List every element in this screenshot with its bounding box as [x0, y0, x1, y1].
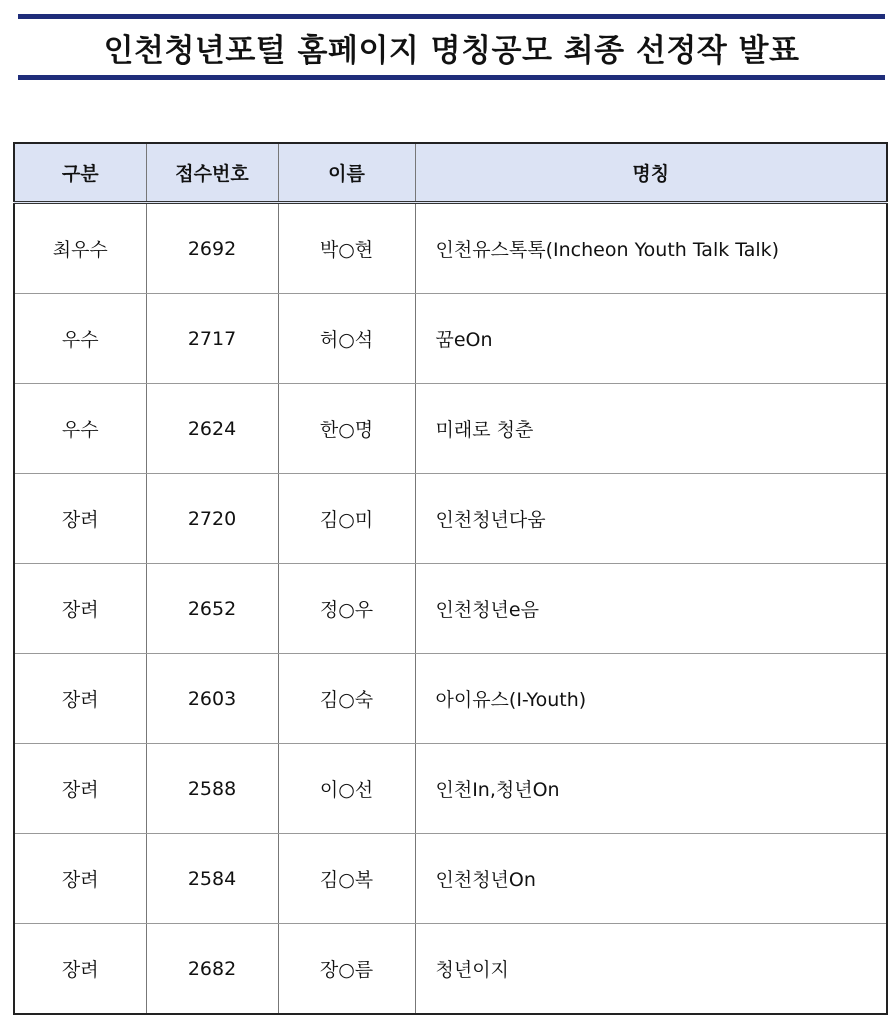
title-cell: 인천유스톡톡(Incheon Youth Talk Talk) [415, 203, 887, 294]
title-cell: 인천청년On [415, 834, 887, 924]
category-cell: 장려 [14, 744, 146, 834]
title-cell: 인천In,청년On [415, 744, 887, 834]
table-row [14, 834, 887, 924]
category-cell: 장려 [14, 564, 146, 654]
title-banner [18, 14, 885, 80]
table-row [14, 744, 887, 834]
name-cell: 김○미 [278, 474, 415, 564]
category-cell: 장려 [14, 654, 146, 744]
category-cell: 최우수 [14, 203, 146, 294]
name-cell: 장○름 [278, 924, 415, 1015]
number-cell: 2652 [146, 564, 278, 654]
name-cell: 김○복 [278, 834, 415, 924]
category-cell: 우수 [14, 384, 146, 474]
table-row [14, 924, 887, 1015]
header-name: 이름 [278, 143, 415, 203]
header-title: 명칭 [415, 143, 887, 203]
name-cell: 이○선 [278, 744, 415, 834]
title-cell: 아이유스(I-Youth) [415, 654, 887, 744]
header-number: 접수번호 [146, 143, 278, 203]
results-table [13, 142, 888, 1015]
table-header-row [14, 143, 887, 203]
category-cell: 장려 [14, 924, 146, 1015]
number-cell: 2624 [146, 384, 278, 474]
number-cell: 2584 [146, 834, 278, 924]
number-cell: 2588 [146, 744, 278, 834]
page-title: 인천청년포털 홈페이지 명칭공모 최종 선정작 발표 [103, 32, 800, 69]
table-row [14, 474, 887, 564]
table-row [14, 384, 887, 474]
name-cell: 박○현 [278, 203, 415, 294]
results-table-container [13, 142, 886, 1015]
table-row [14, 203, 887, 294]
title-cell: 인천청년다움 [415, 474, 887, 564]
table-row [14, 294, 887, 384]
number-cell: 2717 [146, 294, 278, 384]
name-cell: 허○석 [278, 294, 415, 384]
number-cell: 2720 [146, 474, 278, 564]
category-cell: 우수 [14, 294, 146, 384]
table-row [14, 564, 887, 654]
table-row [14, 654, 887, 744]
number-cell: 2692 [146, 203, 278, 294]
name-cell: 정○우 [278, 564, 415, 654]
title-cell: 인천청년e음 [415, 564, 887, 654]
number-cell: 2603 [146, 654, 278, 744]
number-cell: 2682 [146, 924, 278, 1015]
name-cell: 김○숙 [278, 654, 415, 744]
category-cell: 장려 [14, 834, 146, 924]
header-category: 구분 [14, 143, 146, 203]
name-cell: 한○명 [278, 384, 415, 474]
category-cell: 장려 [14, 474, 146, 564]
title-cell: 꿈eOn [415, 294, 887, 384]
title-cell: 청년이지 [415, 924, 887, 1015]
title-cell: 미래로 청춘 [415, 384, 887, 474]
